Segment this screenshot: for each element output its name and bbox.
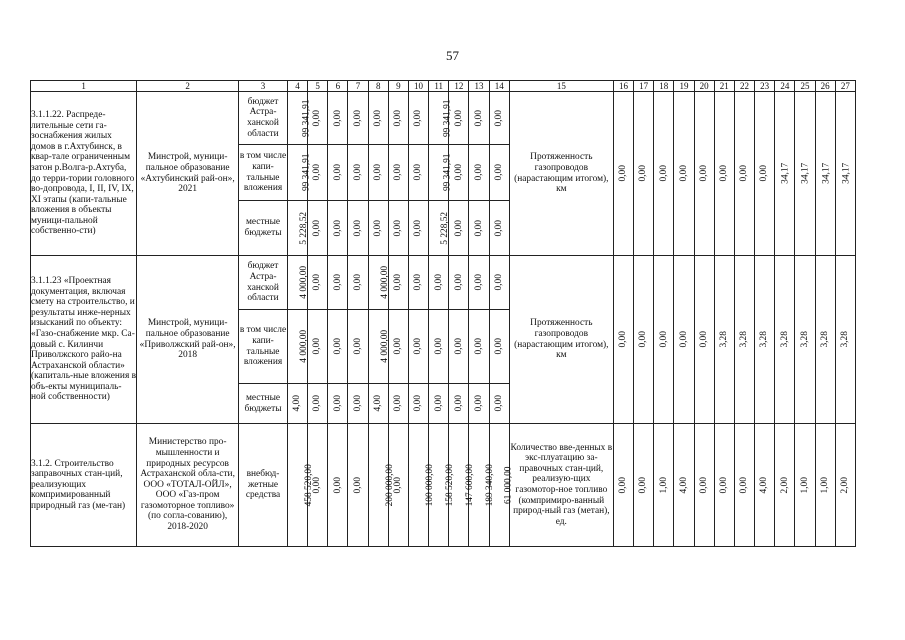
column-number: 16 — [613, 81, 633, 92]
responsible-executor: Минстрой, муници-пальное образование «Приволжский рай-он», 2018 — [137, 256, 239, 424]
column-number: 21 — [714, 81, 734, 92]
indicator-value: 1,00 — [819, 476, 830, 494]
funding-source: бюджет Астра-ханской области — [239, 256, 288, 310]
funding-value: 0,00 — [312, 164, 323, 181]
indicator-value-cell — [755, 92, 775, 256]
funding-value-cell — [328, 201, 348, 256]
funding-value: 99 341,91 — [442, 99, 453, 137]
funding-value-cell — [469, 384, 489, 424]
indicator-value-cell — [634, 424, 654, 547]
funding-value-cell — [348, 424, 368, 547]
funding-value: 0,00 — [393, 219, 404, 237]
responsible-executor: Минстрой, муници-пальное образование «Ахтубинский рай-он», 2021 — [137, 92, 239, 256]
funding-value-cell — [469, 145, 489, 201]
funding-value-cell — [388, 310, 408, 384]
funding-value: 189 340,00 — [485, 463, 496, 507]
target-indicator: Протяженность газопроводов (нарастающим итогом), км — [509, 256, 613, 424]
funding-value-cell — [388, 384, 408, 424]
funding-value: 0,00 — [332, 109, 343, 127]
funding-value-cell — [469, 310, 489, 384]
funding-value-cell — [287, 92, 312, 145]
indicator-value-cell — [674, 256, 694, 424]
funding-value-cell — [287, 310, 310, 384]
funding-value: 158 520,00 — [444, 463, 455, 507]
funding-source: бюджет Астра-ханской области — [239, 92, 288, 145]
column-number: 12 — [449, 81, 469, 92]
funding-value-cell — [429, 384, 449, 424]
indicator-value-cell — [835, 92, 855, 256]
column-number: 24 — [775, 81, 795, 92]
funding-value: 0,00 — [332, 476, 343, 494]
funding-value: 0,00 — [493, 219, 504, 237]
activity-description: 3.1.2. Строительство заправочных стан-ций, реализующих компримированный природный газ (ме-тан) — [31, 424, 137, 547]
activity-description: 3.1.1.22. Распреде-лительные сети га-зоснабжения жилых домов в г.Ахтубинск, в квар-тале ограниченным затон р.Волга-р.Ахтуба, до терри-тории головного во-допровода, I, II, IV, IX, XI этапы (капи-тальные вложения в объекты муници-пальной собственно-сти) — [31, 92, 137, 256]
indicator-value: 0,00 — [719, 165, 729, 182]
indicator-value-cell — [613, 92, 633, 256]
funding-value-cell — [429, 256, 449, 310]
funding-value: 0,00 — [493, 395, 504, 412]
funding-value-cell — [469, 92, 489, 145]
funding-value-cell — [489, 201, 509, 256]
funding-value-cell — [429, 201, 449, 256]
funding-value: 0,00 — [312, 219, 323, 237]
funding-value: 0,00 — [473, 338, 484, 355]
funding-value-cell — [308, 384, 328, 424]
funding-value: 4 000,00 — [379, 330, 390, 363]
indicator-value-cell — [714, 92, 734, 256]
indicator-value-cell — [775, 92, 795, 256]
funding-value: 0,00 — [433, 338, 444, 355]
funding-value: 0,00 — [372, 164, 383, 181]
funding-value: 0,00 — [453, 219, 464, 237]
funding-value-cell — [429, 310, 449, 384]
column-number: 13 — [469, 81, 489, 92]
indicator-value-cell — [694, 424, 714, 547]
funding-value-cell — [449, 384, 469, 424]
funding-value: 100 000,00 — [424, 463, 435, 507]
funding-value-cell — [308, 201, 328, 256]
funding-value-cell — [368, 201, 388, 256]
funding-value-cell — [388, 201, 408, 256]
indicator-value-cell — [835, 424, 855, 547]
funding-value-cell — [469, 201, 489, 256]
indicator-value: 0,00 — [698, 476, 709, 494]
indicator-value-cell — [755, 424, 775, 547]
indicator-value-cell — [654, 92, 674, 256]
funding-value-cell — [348, 145, 368, 201]
funding-value: 0,00 — [413, 219, 424, 237]
funding-value-cell — [328, 424, 348, 547]
funding-value: 0,00 — [332, 219, 343, 237]
indicator-value: 1,00 — [658, 476, 669, 494]
indicator-value-cell — [734, 424, 754, 547]
indicator-value-cell — [815, 92, 835, 256]
indicator-value: 0,00 — [618, 476, 629, 494]
indicator-value: 0,00 — [618, 165, 629, 182]
indicator-value: 0,00 — [719, 476, 729, 494]
funding-value: 0,00 — [393, 395, 404, 412]
column-number: 11 — [429, 81, 449, 92]
indicator-value-cell — [613, 424, 633, 547]
funding-value: 5 228,52 — [299, 211, 310, 245]
funding-value: 0,00 — [453, 338, 464, 355]
page-number: 57 — [446, 48, 459, 63]
funding-value-cell — [408, 256, 428, 310]
funding-value: 0,00 — [352, 274, 363, 291]
indicator-value-cell — [674, 92, 694, 256]
funding-value-cell — [308, 256, 328, 310]
funding-value-cell — [368, 384, 388, 424]
target-indicator: Протяженность газопроводов (нарастающим итогом), км — [509, 92, 613, 256]
indicator-value: 34,17 — [820, 162, 831, 185]
column-number: 15 — [509, 81, 613, 92]
column-number: 1 — [31, 81, 137, 92]
funding-value: 0,00 — [352, 219, 363, 237]
table-row — [31, 92, 856, 145]
funding-value: 0,00 — [312, 109, 323, 127]
indicator-value: 0,00 — [678, 331, 689, 348]
column-number: 2 — [137, 81, 239, 92]
indicator-value: 3,28 — [739, 331, 750, 348]
program-table — [30, 80, 856, 547]
funding-value-cell — [368, 256, 388, 310]
table-row — [31, 424, 856, 547]
funding-value: 0,00 — [453, 274, 464, 291]
funding-value-cell — [408, 384, 428, 424]
funding-value: 0,00 — [493, 338, 504, 355]
funding-value: 4 000,00 — [379, 266, 390, 299]
funding-value-cell — [287, 384, 307, 424]
column-number: 22 — [734, 81, 754, 92]
funding-value: 5 228,52 — [440, 211, 451, 245]
target-indicator: Количество вве-денных в экс-плуатацию за-правочных стан-ций, реализую-щих газомотор-ное топливо (компримиро-ванный природ-ный газ (метан), ед. — [509, 424, 613, 547]
indicator-value: 0,00 — [658, 331, 669, 348]
funding-value: 0,00 — [413, 274, 424, 291]
funding-value-cell — [348, 310, 368, 384]
funding-value-cell — [308, 310, 328, 384]
funding-value-cell — [348, 384, 368, 424]
column-number: 5 — [308, 81, 328, 92]
funding-value-cell — [328, 145, 348, 201]
indicator-value-cell — [795, 92, 815, 256]
column-number: 18 — [654, 81, 674, 92]
indicator-value: 1,00 — [799, 476, 810, 494]
funding-value: 0,00 — [493, 274, 504, 291]
funding-value-cell — [368, 424, 395, 547]
funding-source: внебюд-жетные средства — [239, 424, 288, 547]
funding-value-cell — [388, 145, 408, 201]
funding-value: 0,00 — [393, 338, 404, 355]
column-number: 4 — [287, 81, 307, 92]
column-number: 26 — [815, 81, 835, 92]
indicator-value: 3,28 — [779, 331, 790, 348]
indicator-value: 0,00 — [638, 331, 649, 348]
indicator-value: 0,00 — [739, 476, 750, 494]
funding-source: в том числе капи-тальные вложения — [239, 145, 288, 201]
indicator-value-cell — [634, 256, 654, 424]
funding-value: 0,00 — [352, 395, 363, 412]
indicator-value-cell — [755, 256, 775, 424]
funding-value: 0,00 — [413, 109, 424, 127]
funding-value-cell — [408, 310, 428, 384]
funding-value-cell — [348, 201, 368, 256]
column-number: 6 — [328, 81, 348, 92]
funding-value: 0,00 — [473, 164, 484, 181]
funding-value: 0,00 — [473, 395, 484, 412]
funding-value: 0,00 — [433, 274, 444, 291]
funding-value: 0,00 — [473, 109, 484, 127]
funding-value: 0,00 — [393, 476, 404, 494]
funding-value: 99 341,91 — [301, 99, 312, 137]
indicator-value: 3,28 — [840, 331, 851, 348]
funding-value-cell — [328, 310, 348, 384]
funding-value-cell — [429, 92, 453, 145]
funding-value-cell — [368, 92, 388, 145]
indicator-value-cell — [775, 256, 795, 424]
funding-value-cell — [287, 256, 310, 310]
funding-source: местные бюджеты — [239, 201, 288, 256]
column-number: 9 — [388, 81, 408, 92]
funding-value: 0,00 — [473, 274, 484, 291]
funding-value-cell — [489, 310, 509, 384]
column-number-row — [31, 81, 856, 92]
funding-value-cell — [388, 92, 408, 145]
funding-value-cell — [348, 92, 368, 145]
funding-value: 0,00 — [312, 338, 323, 355]
funding-value: 0,00 — [393, 164, 404, 181]
funding-value: 0,00 — [393, 274, 404, 291]
indicator-value: 0,00 — [739, 165, 750, 182]
funding-value: 0,00 — [493, 164, 504, 181]
indicator-value-cell — [654, 256, 674, 424]
table-row — [31, 256, 856, 310]
indicator-value-cell — [795, 424, 815, 547]
indicator-value: 4,00 — [759, 476, 770, 494]
indicator-value-cell — [714, 424, 734, 547]
funding-value-cell — [489, 384, 509, 424]
funding-value-cell — [489, 92, 509, 145]
indicator-value: 34,17 — [800, 162, 811, 185]
funding-value: 0,00 — [312, 274, 323, 291]
column-number: 20 — [694, 81, 714, 92]
indicator-value-cell — [694, 92, 714, 256]
funding-value-cell — [287, 201, 310, 256]
indicator-value: 34,17 — [841, 162, 851, 185]
funding-value: 0,00 — [332, 274, 343, 291]
funding-value: 4,00 — [292, 395, 303, 412]
indicator-value: 34,17 — [780, 162, 791, 185]
funding-value-cell — [328, 384, 348, 424]
column-number: 7 — [348, 81, 368, 92]
funding-value: 0,00 — [312, 476, 323, 494]
funding-value: 4 000,00 — [299, 330, 310, 363]
indicator-value: 3,28 — [719, 331, 729, 348]
funding-value: 0,00 — [372, 109, 383, 127]
column-number: 8 — [368, 81, 388, 92]
funding-value: 0,00 — [312, 395, 323, 412]
funding-value-cell — [287, 424, 314, 547]
funding-value-cell — [348, 256, 368, 310]
funding-value: 0,00 — [453, 164, 464, 181]
funding-value-cell — [408, 92, 428, 145]
funding-value-cell — [287, 145, 312, 201]
funding-value: 0,00 — [413, 164, 424, 181]
funding-value: 61 000,00 — [503, 466, 514, 504]
indicator-value: 0,00 — [638, 476, 649, 494]
funding-value-cell — [408, 201, 428, 256]
indicator-value-cell — [775, 424, 795, 547]
column-number: 14 — [489, 81, 509, 92]
funding-value: 0,00 — [332, 395, 343, 412]
funding-value-cell — [368, 145, 388, 201]
indicator-value-cell — [815, 424, 835, 547]
funding-value: 0,00 — [352, 109, 363, 127]
funding-value: 0,00 — [433, 395, 444, 412]
indicator-value-cell — [613, 256, 633, 424]
funding-value: 0,00 — [413, 395, 424, 412]
indicator-value: 3,28 — [759, 331, 770, 348]
funding-value: 0,00 — [453, 109, 464, 127]
funding-value-cell — [368, 310, 388, 384]
funding-value-cell — [388, 256, 408, 310]
responsible-executor: Министерство про-мышленности и природных ресурсов Астраханской обла-сти, ООО «ТОТАЛ-ОЙЛ», ООО «Газ-пром газомоторное топливо» (по согла-сованию), 2018-2020 — [137, 424, 239, 547]
funding-value: 0,00 — [352, 338, 363, 355]
indicator-value: 2,00 — [779, 476, 790, 494]
funding-value: 0,00 — [332, 338, 343, 355]
funding-value: 0,00 — [332, 164, 343, 181]
indicator-value: 0,00 — [618, 331, 629, 348]
column-number: 27 — [835, 81, 855, 92]
funding-value: 0,00 — [453, 395, 464, 412]
funding-value-cell — [408, 424, 435, 547]
indicator-value-cell — [734, 256, 754, 424]
funding-source: в том числе капи-тальные вложения — [239, 310, 288, 384]
funding-value: 4,00 — [372, 395, 383, 412]
funding-value-cell — [328, 256, 348, 310]
indicator-value-cell — [835, 256, 855, 424]
column-number: 10 — [408, 81, 428, 92]
funding-value-cell — [489, 256, 509, 310]
column-number: 25 — [795, 81, 815, 92]
indicator-value: 0,00 — [698, 331, 709, 348]
funding-value: 200 000,00 — [384, 463, 395, 507]
indicator-value-cell — [714, 256, 734, 424]
funding-value: 0,00 — [473, 219, 484, 237]
indicator-value-cell — [654, 424, 674, 547]
funding-value: 99 341,91 — [442, 153, 453, 192]
indicator-value: 3,28 — [799, 331, 810, 348]
funding-value-cell — [449, 201, 469, 256]
funding-value: 0,00 — [372, 219, 383, 237]
funding-source: местные бюджеты — [239, 384, 288, 424]
indicator-value: 0,00 — [678, 165, 689, 182]
column-number: 19 — [674, 81, 694, 92]
column-number: 23 — [755, 81, 775, 92]
funding-value: 458 520,00 — [303, 463, 314, 507]
indicator-value-cell — [634, 92, 654, 256]
funding-value: 0,00 — [393, 109, 404, 127]
funding-value: 0,00 — [493, 109, 504, 127]
indicator-value-cell — [795, 256, 815, 424]
funding-value: 0,00 — [352, 476, 363, 494]
funding-value-cell — [449, 310, 469, 384]
funding-value: 0,00 — [413, 338, 424, 355]
indicator-value: 0,00 — [759, 165, 770, 182]
indicator-value: 4,00 — [678, 476, 689, 494]
funding-value: 147 600,00 — [465, 463, 476, 507]
funding-value-cell — [449, 256, 469, 310]
activity-description: 3.1.1.23 «Проектная документация, включая смету на строительство, и результаты инже-нерных изысканий по объекту: «Газо-снабжение мкр. Са-довый с. Килинчи Приволжского райо-на Астраханской области» (капиталь-ные вложения в объ-екты муниципаль-ной собственности) — [31, 256, 137, 424]
funding-value: 4 000,00 — [299, 266, 310, 299]
funding-value-cell — [469, 256, 489, 310]
indicator-value-cell — [815, 256, 835, 424]
funding-value: 99 341,91 — [301, 153, 312, 192]
indicator-value-cell — [674, 424, 694, 547]
funding-value-cell — [408, 145, 428, 201]
indicator-value: 0,00 — [698, 165, 709, 182]
funding-value-cell — [489, 145, 509, 201]
indicator-value: 2,00 — [840, 476, 851, 494]
funding-value: 0,00 — [352, 164, 363, 181]
column-number: 3 — [239, 81, 288, 92]
funding-value-cell — [429, 145, 453, 201]
funding-value-cell — [328, 92, 348, 145]
indicator-value: 3,28 — [819, 331, 830, 348]
indicator-value-cell — [694, 256, 714, 424]
indicator-value: 0,00 — [638, 165, 649, 182]
indicator-value-cell — [734, 92, 754, 256]
indicator-value: 0,00 — [658, 165, 669, 182]
column-number: 17 — [634, 81, 654, 92]
